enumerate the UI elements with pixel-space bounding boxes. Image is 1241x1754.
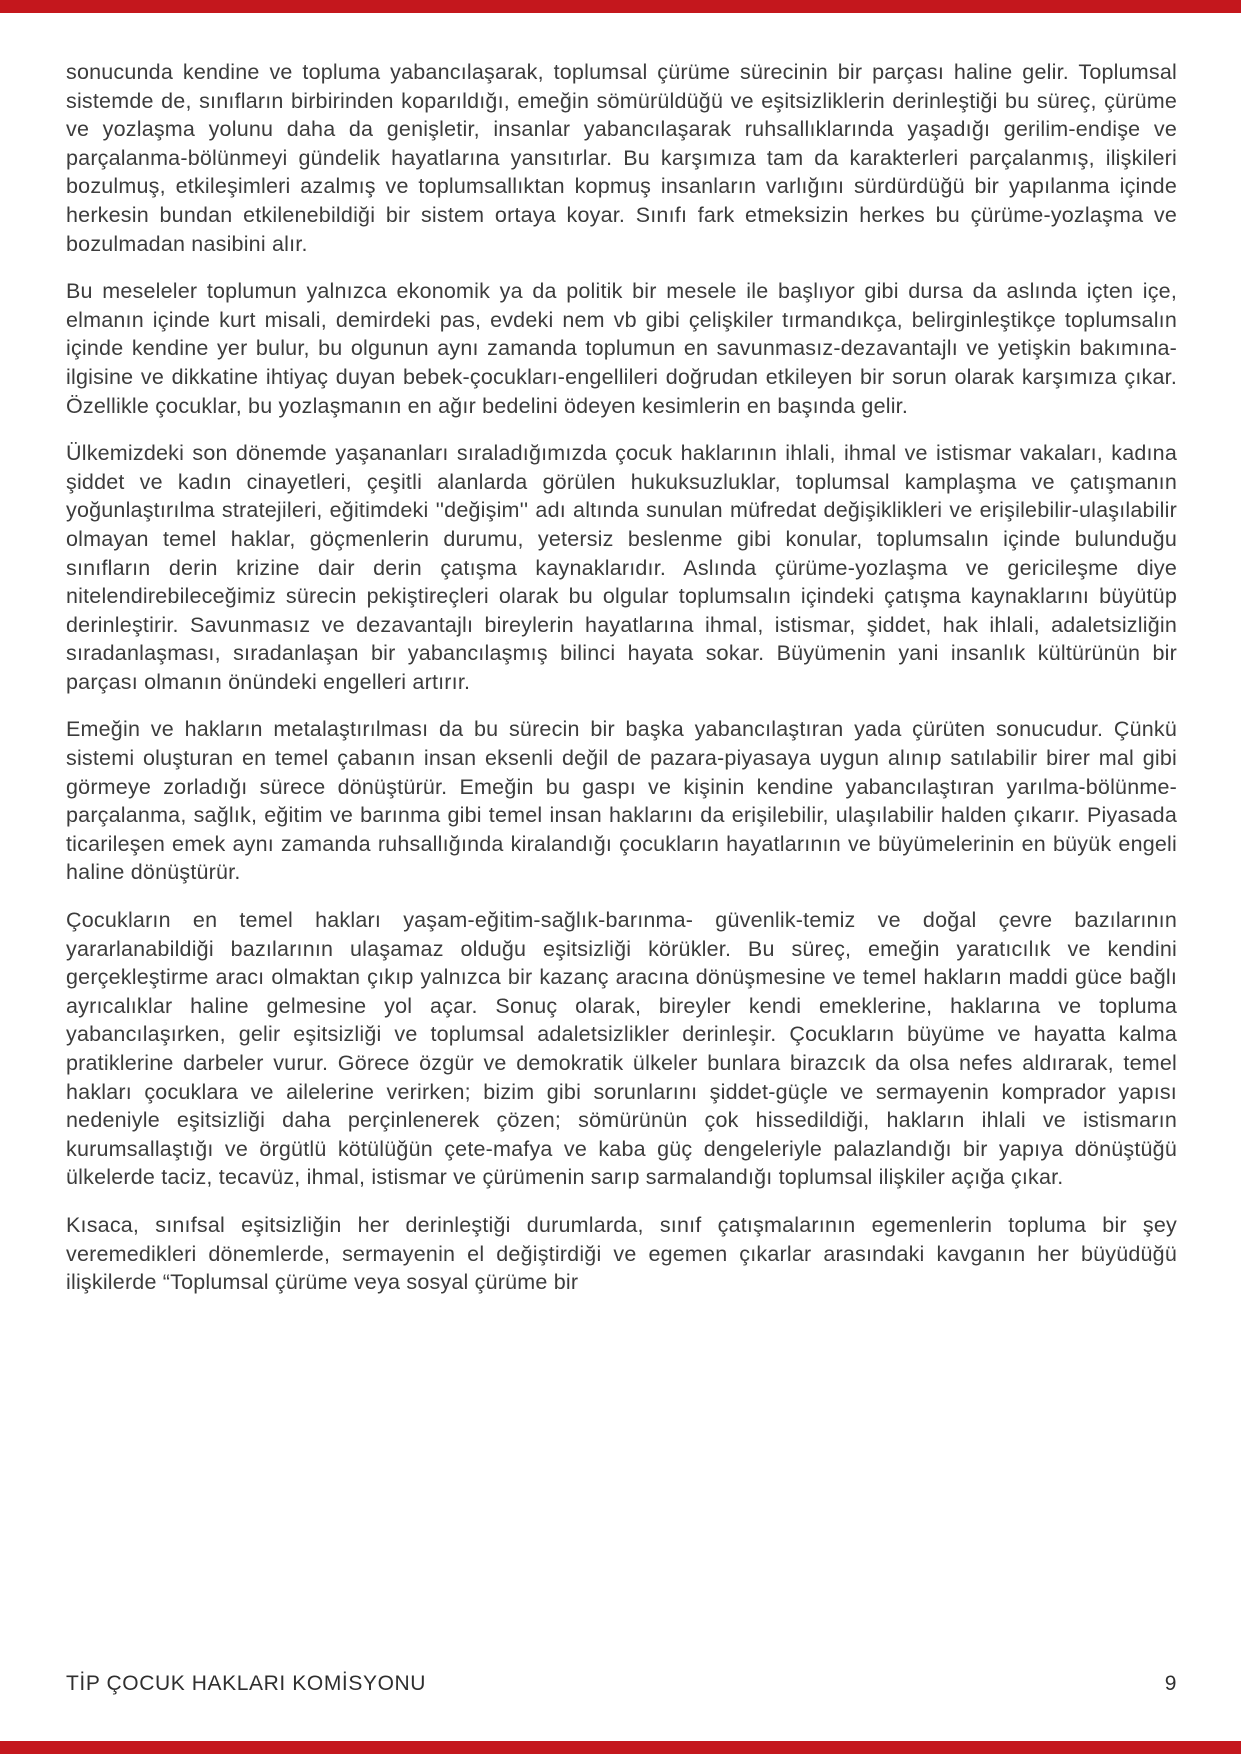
paragraph: Ülkemizdeki son dönemde yaşananları sıraladığımızda çocuk haklarının ihlali, ihmal ve istismar vakaları, kadına şiddet ve kadın cinayetleri, çeşitli alanlarda görülen hukuksuzluklar, toplumsal kamplaşma ve çatışmanın yoğunlaştırılma stratejileri, eğitimdeki ''değişim'' adı altında sunulan müfredat değişiklikleri ve erişilebilir-ulaşılabilir olmayan temel haklar, göçmenlerin durumu, yetersiz beslenme gibi konular, toplumsalın içinde bulunduğu sınıfların derin krizine dair derin çatışma kaynaklarıdır. Aslında çürüme-yozlaşma ve gericileşme diye nitelendirebileceğimiz sürecin pekiştireçleri olarak bu olgular toplumsalın içindeki çatışma kaynaklarını büyütüp derinleştirir. Savunmasız ve dezavantajlı bireylerin hayatlarına ihmal, istismar, şiddet, hak ihlali, adaletsizliğin sıradanlaşması, sıradanlaşan bir yabancılaşmış bilinci hayata sokar. Büyümenin yani insanlık kültürünün bir parçası olmanın önündeki engelleri artırır. xyxy=(66,441,1177,694)
top-accent-bar xyxy=(0,0,1241,13)
paragraph: Çocukların en temel hakları yaşam-eğitim-sağlık-barınma- güvenlik-temiz ve doğal çevre bazılarının yararlanabildiği bazılarının ulaşamaz olduğu eşitsizliği körükler. Bu süreç, emeğin yaratıcılık ve kendini gerçekleştirme aracı olmaktan çıkıp yalnızca bir kazanç aracına dönüşmesine ve temel hakların maddi güce bağlı ayrıcalıklar haline gelmesine yol açar. Sonuç olarak, bireyler kendi emeklerine, haklarına ve topluma yabancılaşırken, gelir eşitsizliği ve toplumsal adaletsizlikler derinleşir. Çocukların büyüme ve hayatta kalma pratiklerine darbeler vurur. Görece özgür ve demokratik ülkeler bunlara birazcık da olsa nefes aldırarak, temel hakları çocuklara ve ailelerine verirken; bizim gibi sorunlarını şiddet-güçle ve sermayenin komprador yapısı nedeniyle eşitsizliği daha perçinlenerek çözen; sömürünün çok hissedildiği, hakların ihlali ve istismarın kurumsallaştığı ve örgütlü kötülüğün çete-mafya ve kaba güç dengeleriyle palazlandığı bir yapıya dönüştüğü ülkelerde taciz, tecavüz, ihmal, istismar ve çürümenin sarıp sarmalandığı toplumsal ilişkiler açığa çıkar. xyxy=(66,908,1177,1190)
page-footer xyxy=(66,1672,1177,1696)
paragraph: Kısaca, sınıfsal eşitsizliğin her derinleştiği durumlarda, sınıf çatışmalarının egemenlerin topluma bir şey veremedikleri dönemlerde, sermayenin el değiştirdiği ve egemen çıkarlar arasındaki kavganın her büyüdüğü ilişkilerde “Toplumsal çürüme veya sosyal çürüme bir xyxy=(66,1212,1177,1295)
paragraph: Emeğin ve hakların metalaştırılması da bu sürecin bir başka yabancılaştıran yada çürüten sonucudur. Çünkü sistemi oluşturan en temel çabanın insan eksenli değil de pazara-piyasaya uygun alınıp satılabilir birer mal gibi görmeye zorladığı sürece dönüştürür. Emeğin bu gaspı ve kişinin kendine yabancılaştıran yarılma-bölünme-parçalanma, sağlık, eğitim ve barınma gibi temel insan haklarını da erişilebilir, ulaşılabilir halden çıkarır. Piyasada ticarileşen emek aynı zamanda ruhsallığında kiralandığı çocukların hayatlarının ve büyümelerinin en büyük engeli haline dönüştürür. xyxy=(66,717,1177,885)
bottom-accent-bar xyxy=(0,1741,1241,1754)
paragraph: sonucunda kendine ve topluma yabancılaşarak, toplumsal çürüme sürecinin bir parçası haline gelir. Toplumsal sistemde de, sınıfların birbirinden koparıldığı, emeğin sömürüldüğü ve eşitsizliklerin derinleştiği bu süreç, çürüme ve yozlaşma yolunu daha da genişletir, insanlar yabancılaşarak ruhsallıklarında yaşadığı gerilim-endişe ve parçalanma-bölünmeyi gündelik hayatlarına yansıtırlar. Bu karşımıza tam da karakterleri parçalanmış, ilişkileri bozulmuş, etkileşimleri azalmış ve toplumsallıktan kopmuş insanların varlığını sürdürdüğü bir yapılanma içinde herkesin bundan etkilenebildiği bir sistem ortaya koyar. Sınıfı fark etmeksizin herkes bu çürüme-yozlaşma ve bozulmadan nasibini alır. xyxy=(66,60,1177,256)
paragraph: Bu meseleler toplumun yalnızca ekonomik ya da politik bir mesele ile başlıyor gibi dursa da aslında içten içe, elmanın içinde kurt misali, demirdeki pas, evdeki nem vb gibi çelişkiler tırmandıkça, belirginleştikçe toplumsalın içinde kendine yer bulur, bu olgunun aynı zamanda toplumun en savunmasız-dezavantajlı ve yetişkin bakımına-ilgisine ve dikkatine ihtiyaç duyan bebek-çocukları-engellileri doğrudan etkileyen bir sorun olarak karşımıza çıkar. Özellikle çocuklar, bu yozlaşmanın en ağır bedelini ödeyen kesimlerin en başında gelir. xyxy=(66,279,1177,418)
page-number: 9 xyxy=(1164,1672,1177,1695)
footer-title: TİP ÇOCUK HAKLARI KOMİSYONU xyxy=(66,1672,427,1695)
body-text xyxy=(66,58,1177,1316)
